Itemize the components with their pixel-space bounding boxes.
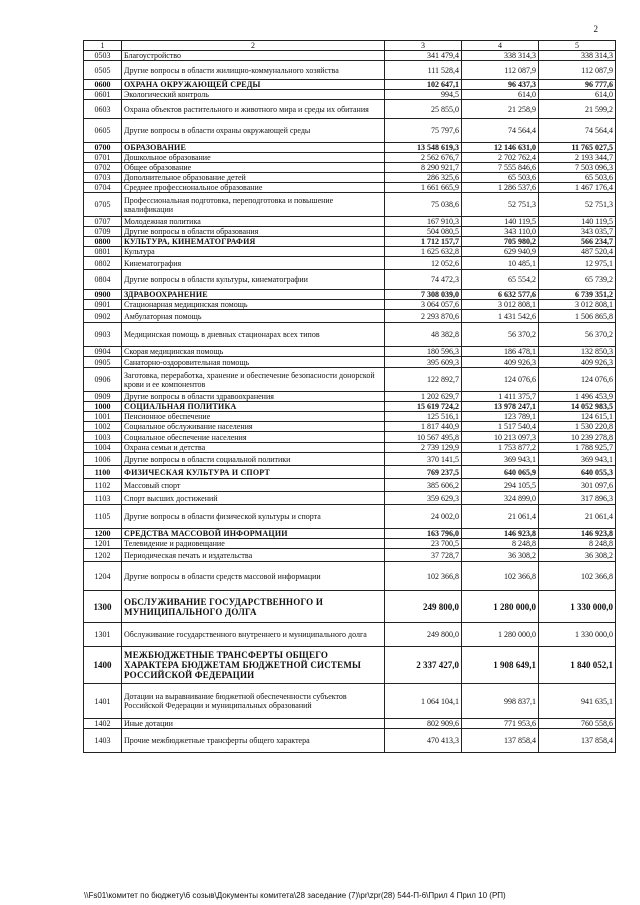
row-value-1: 37 728,7 <box>385 549 462 562</box>
row-value-2: 146 923,8 <box>462 529 539 539</box>
row-value-3: 140 119,5 <box>539 217 616 227</box>
header-row <box>84 41 616 51</box>
row-value-2: 3 012 808,1 <box>462 300 539 310</box>
row-value-2: 10 213 097,3 <box>462 432 539 443</box>
row-value-3: 3 012 808,1 <box>539 300 616 310</box>
row-code: 1105 <box>84 505 122 529</box>
table-row <box>84 562 616 591</box>
row-code: 1003 <box>84 432 122 443</box>
row-value-1: 249 800,0 <box>385 623 462 647</box>
row-value-2: 140 119,5 <box>462 217 539 227</box>
row-value-3: 146 923,8 <box>539 529 616 539</box>
row-value-3: 941 635,1 <box>539 684 616 719</box>
row-code: 1100 <box>84 466 122 479</box>
row-value-2: 112 087,9 <box>462 61 539 80</box>
row-value-1: 2 293 870,6 <box>385 310 462 323</box>
table-row <box>84 549 616 562</box>
row-name: Другие вопросы в области образования <box>122 227 385 237</box>
row-code: 0503 <box>84 51 122 61</box>
row-code: 0703 <box>84 173 122 183</box>
row-name: Благоустройство <box>122 51 385 61</box>
row-value-1: 75 038,6 <box>385 193 462 217</box>
row-value-3: 96 777,6 <box>539 80 616 90</box>
row-value-1: 1 064 104,1 <box>385 684 462 719</box>
row-name: Массовый спорт <box>122 479 385 492</box>
row-value-1: 125 516,1 <box>385 412 462 422</box>
row-name: Скорая медицинская помощь <box>122 347 385 357</box>
table-row <box>84 100 616 119</box>
budget-table-body <box>84 41 616 753</box>
row-code: 1201 <box>84 539 122 549</box>
row-code: 1002 <box>84 422 122 432</box>
row-value-3: 132 850,3 <box>539 347 616 357</box>
row-value-2: 65 554,2 <box>462 270 539 290</box>
row-code: 0709 <box>84 227 122 237</box>
row-value-2: 137 858,4 <box>462 729 539 753</box>
table-row <box>84 217 616 227</box>
row-name: СРЕДСТВА МАССОВОЙ ИНФОРМАЦИИ <box>122 529 385 539</box>
row-value-3: 2 193 344,7 <box>539 153 616 163</box>
row-value-1: 769 237,5 <box>385 466 462 479</box>
row-value-3: 1 467 176,4 <box>539 183 616 193</box>
row-value-2: 409 926,3 <box>462 357 539 368</box>
row-name: Охрана семьи и детства <box>122 443 385 453</box>
row-value-3: 11 765 027,5 <box>539 143 616 153</box>
row-code: 0605 <box>84 119 122 143</box>
row-code: 0704 <box>84 183 122 193</box>
table-row <box>84 432 616 443</box>
table-row <box>84 153 616 163</box>
row-name: ОБСЛУЖИВАНИЕ ГОСУДАРСТВЕННОГО И МУНИЦИПАЛЬНОГО ДОЛГА <box>122 591 385 623</box>
row-value-3: 112 087,9 <box>539 61 616 80</box>
row-code: 0905 <box>84 357 122 368</box>
section-row <box>84 402 616 412</box>
table-row <box>84 505 616 529</box>
table-row <box>84 539 616 549</box>
row-value-1: 163 796,0 <box>385 529 462 539</box>
row-code: 0909 <box>84 392 122 402</box>
table-row <box>84 443 616 453</box>
row-value-2: 186 478,1 <box>462 347 539 357</box>
row-value-2: 324 899,0 <box>462 492 539 505</box>
row-value-1: 504 080,5 <box>385 227 462 237</box>
row-value-1: 12 052,6 <box>385 257 462 270</box>
row-value-2: 36 308,2 <box>462 549 539 562</box>
table-row <box>84 357 616 368</box>
row-code: 1004 <box>84 443 122 453</box>
table-row <box>84 227 616 237</box>
row-value-1: 111 528,4 <box>385 61 462 80</box>
file-path-footer: \\Fs01\комитет по бюджету\6 созыв\Документы комитета\28 заседание (7)\pr\zpr(28) 544-П-6\Прил 4 Прил 10 (РП) <box>84 891 506 900</box>
row-value-1: 24 002,0 <box>385 505 462 529</box>
row-code: 0900 <box>84 290 122 300</box>
row-value-3: 14 052 983,5 <box>539 402 616 412</box>
row-code: 1301 <box>84 623 122 647</box>
row-name: Пенсионное обеспечение <box>122 412 385 422</box>
row-name: Другие вопросы в области физической культуры и спорта <box>122 505 385 529</box>
row-value-3: 1 506 865,8 <box>539 310 616 323</box>
row-name: Иные дотации <box>122 719 385 729</box>
row-value-2: 12 146 631,0 <box>462 143 539 153</box>
row-value-3: 1 530 220,8 <box>539 422 616 432</box>
row-code: 0701 <box>84 153 122 163</box>
row-code: 1200 <box>84 529 122 539</box>
row-name: Профессиональная подготовка, переподготовка и повышение квалификации <box>122 193 385 217</box>
row-name: Медицинская помощь в дневных стационарах всех типов <box>122 323 385 347</box>
row-code: 1103 <box>84 492 122 505</box>
row-code: 1402 <box>84 719 122 729</box>
row-name: Дотации на выравнивание бюджетной обеспеченности субъектов Российской Федерации и муниципальных образований <box>122 684 385 719</box>
row-name: Среднее профессиональное образование <box>122 183 385 193</box>
row-value-2: 74 564,4 <box>462 119 539 143</box>
table-row <box>84 492 616 505</box>
table-row <box>84 684 616 719</box>
table-row <box>84 392 616 402</box>
row-name: Обслуживание государственного внутреннего и муниципального долга <box>122 623 385 647</box>
row-value-2: 1 280 000,0 <box>462 623 539 647</box>
table-row <box>84 729 616 753</box>
row-code: 0903 <box>84 323 122 347</box>
row-code: 1401 <box>84 684 122 719</box>
row-value-3: 12 975,1 <box>539 257 616 270</box>
page-number: 2 <box>593 24 598 34</box>
row-value-2: 1 411 375,7 <box>462 392 539 402</box>
row-name: Молодежная политика <box>122 217 385 227</box>
row-value-1: 102 366,8 <box>385 562 462 591</box>
row-name: ФИЗИЧЕСКАЯ КУЛЬТУРА И СПОРТ <box>122 466 385 479</box>
row-code: 0906 <box>84 368 122 392</box>
row-value-1: 994,5 <box>385 90 462 100</box>
row-value-2: 52 751,3 <box>462 193 539 217</box>
row-value-3: 487 520,4 <box>539 247 616 257</box>
row-value-3: 65 739,2 <box>539 270 616 290</box>
row-value-3: 409 926,3 <box>539 357 616 368</box>
row-name: Прочие межбюджетные трансферты общего характера <box>122 729 385 753</box>
row-value-3: 8 248,8 <box>539 539 616 549</box>
row-value-2: 1 517 540,4 <box>462 422 539 432</box>
budget-table <box>83 40 616 753</box>
row-value-1: 802 909,6 <box>385 719 462 729</box>
row-code: 1400 <box>84 647 122 684</box>
table-row <box>84 61 616 80</box>
row-name: Экологический контроль <box>122 90 385 100</box>
row-code: 0505 <box>84 61 122 80</box>
row-code: 0801 <box>84 247 122 257</box>
table-row <box>84 257 616 270</box>
row-value-2: 1 431 542,6 <box>462 310 539 323</box>
row-value-3: 21 061,4 <box>539 505 616 529</box>
row-value-3: 760 558,6 <box>539 719 616 729</box>
table-row <box>84 368 616 392</box>
section-row <box>84 143 616 153</box>
row-value-3: 74 564,4 <box>539 119 616 143</box>
header-col-5: 5 <box>539 41 616 51</box>
table-row <box>84 193 616 217</box>
row-value-1: 122 892,7 <box>385 368 462 392</box>
row-value-3: 640 055,3 <box>539 466 616 479</box>
row-code: 1202 <box>84 549 122 562</box>
row-value-2: 8 248,8 <box>462 539 539 549</box>
row-value-2: 65 503,6 <box>462 173 539 183</box>
section-row <box>84 591 616 623</box>
row-code: 0901 <box>84 300 122 310</box>
table-row <box>84 183 616 193</box>
row-name: Культура <box>122 247 385 257</box>
row-code: 1102 <box>84 479 122 492</box>
row-name: Социальное обеспечение населения <box>122 432 385 443</box>
row-code: 0603 <box>84 100 122 119</box>
table-row <box>84 119 616 143</box>
row-code: 0705 <box>84 193 122 217</box>
row-name: Другие вопросы в области жилищно-коммунального хозяйства <box>122 61 385 80</box>
table-row <box>84 453 616 466</box>
row-value-2: 2 702 762,4 <box>462 153 539 163</box>
row-name: Кинематография <box>122 257 385 270</box>
row-name: Заготовка, переработка, хранение и обеспечение безопасности донорской крови и ее компонентов <box>122 368 385 392</box>
row-name: Социальное обслуживание населения <box>122 422 385 432</box>
row-value-1: 180 596,3 <box>385 347 462 357</box>
row-code: 0601 <box>84 90 122 100</box>
section-row <box>84 529 616 539</box>
row-value-3: 52 751,3 <box>539 193 616 217</box>
table-row <box>84 347 616 357</box>
row-name: Спорт высших достижений <box>122 492 385 505</box>
row-value-2: 124 076,6 <box>462 368 539 392</box>
row-name: Общее образование <box>122 163 385 173</box>
row-value-1: 167 910,3 <box>385 217 462 227</box>
row-value-3: 614,0 <box>539 90 616 100</box>
row-value-2: 1 753 877,2 <box>462 443 539 453</box>
row-code: 1000 <box>84 402 122 412</box>
table-row <box>84 173 616 183</box>
row-code: 1403 <box>84 729 122 753</box>
header-col-3: 3 <box>385 41 462 51</box>
row-value-1: 2 337 427,0 <box>385 647 462 684</box>
row-code: 1006 <box>84 453 122 466</box>
row-value-2: 640 065,9 <box>462 466 539 479</box>
row-code: 0600 <box>84 80 122 90</box>
row-name: Другие вопросы в области охраны окружающей среды <box>122 119 385 143</box>
row-value-1: 1 625 632,8 <box>385 247 462 257</box>
row-name: ОХРАНА ОКРУЖАЮЩЕЙ СРЕДЫ <box>122 80 385 90</box>
header-col-2: 2 <box>122 41 385 51</box>
row-value-1: 13 548 619,3 <box>385 143 462 153</box>
row-value-2: 343 110,0 <box>462 227 539 237</box>
row-code: 0802 <box>84 257 122 270</box>
row-name: Другие вопросы в области культуры, кинематографии <box>122 270 385 290</box>
row-name: ЗДРАВООХРАНЕНИЕ <box>122 290 385 300</box>
row-value-3: 301 097,6 <box>539 479 616 492</box>
section-row <box>84 80 616 90</box>
row-value-2: 771 953,6 <box>462 719 539 729</box>
row-value-3: 1 496 453,9 <box>539 392 616 402</box>
row-value-1: 1 661 665,9 <box>385 183 462 193</box>
row-value-2: 21 061,4 <box>462 505 539 529</box>
row-value-3: 1 330 000,0 <box>539 623 616 647</box>
row-value-1: 74 472,3 <box>385 270 462 290</box>
row-value-1: 3 064 057,6 <box>385 300 462 310</box>
table-row <box>84 247 616 257</box>
table-row <box>84 270 616 290</box>
row-name: Санаторно-оздоровительная помощь <box>122 357 385 368</box>
row-value-1: 249 800,0 <box>385 591 462 623</box>
row-value-3: 343 035,7 <box>539 227 616 237</box>
table-row <box>84 300 616 310</box>
table-row <box>84 719 616 729</box>
table-row <box>84 163 616 173</box>
table-row <box>84 623 616 647</box>
row-value-1: 286 325,6 <box>385 173 462 183</box>
row-value-3: 566 234,7 <box>539 237 616 247</box>
row-code: 0804 <box>84 270 122 290</box>
row-value-3: 124 615,1 <box>539 412 616 422</box>
row-value-2: 614,0 <box>462 90 539 100</box>
row-name: Амбулаторная помощь <box>122 310 385 323</box>
row-value-3: 56 370,2 <box>539 323 616 347</box>
row-value-1: 385 606,2 <box>385 479 462 492</box>
row-code: 0702 <box>84 163 122 173</box>
row-value-2: 96 437,3 <box>462 80 539 90</box>
row-name: КУЛЬТУРА, КИНЕМАТОГРАФИЯ <box>122 237 385 247</box>
row-value-2: 123 789,1 <box>462 412 539 422</box>
row-value-2: 1 286 537,6 <box>462 183 539 193</box>
row-name: СОЦИАЛЬНАЯ ПОЛИТИКА <box>122 402 385 412</box>
row-code: 0904 <box>84 347 122 357</box>
table-row <box>84 51 616 61</box>
row-value-1: 359 629,3 <box>385 492 462 505</box>
row-name: Другие вопросы в области социальной политики <box>122 453 385 466</box>
row-value-2: 1 280 000,0 <box>462 591 539 623</box>
row-code: 0700 <box>84 143 122 153</box>
row-name: Стационарная медицинская помощь <box>122 300 385 310</box>
row-value-2: 10 485,1 <box>462 257 539 270</box>
row-value-3: 6 739 351,2 <box>539 290 616 300</box>
section-row <box>84 466 616 479</box>
table-row <box>84 479 616 492</box>
row-value-3: 1 840 052,1 <box>539 647 616 684</box>
header-col-1: 1 <box>84 41 122 51</box>
row-value-1: 15 619 724,2 <box>385 402 462 412</box>
row-value-3: 317 896,3 <box>539 492 616 505</box>
row-value-1: 1 712 157,7 <box>385 237 462 247</box>
row-name: Телевидение и радиовещание <box>122 539 385 549</box>
row-value-2: 56 370,2 <box>462 323 539 347</box>
row-value-1: 10 567 495,8 <box>385 432 462 443</box>
table-row <box>84 412 616 422</box>
row-value-3: 21 599,2 <box>539 100 616 119</box>
row-value-1: 23 700,5 <box>385 539 462 549</box>
row-code: 0902 <box>84 310 122 323</box>
section-row <box>84 290 616 300</box>
row-name: Охрана объектов растительного и животного мира и среды их обитания <box>122 100 385 119</box>
row-value-2: 629 940,9 <box>462 247 539 257</box>
row-value-1: 370 141,5 <box>385 453 462 466</box>
row-name: Дополнительное образование детей <box>122 173 385 183</box>
row-value-1: 102 647,1 <box>385 80 462 90</box>
row-name: ОБРАЗОВАНИЕ <box>122 143 385 153</box>
row-value-2: 13 978 247,1 <box>462 402 539 412</box>
row-value-2: 338 314,3 <box>462 51 539 61</box>
row-code: 1300 <box>84 591 122 623</box>
row-name: МЕЖБЮДЖЕТНЫЕ ТРАНСФЕРТЫ ОБЩЕГО ХАРАКТЕРА БЮДЖЕТАМ БЮДЖЕТНОЙ СИСТЕМЫ РОССИЙСКОЙ ФЕДЕРАЦИИ <box>122 647 385 684</box>
row-value-2: 21 258,9 <box>462 100 539 119</box>
row-value-1: 8 290 921,7 <box>385 163 462 173</box>
row-code: 0800 <box>84 237 122 247</box>
table-row <box>84 323 616 347</box>
row-value-1: 395 609,3 <box>385 357 462 368</box>
row-value-2: 102 366,8 <box>462 562 539 591</box>
section-row <box>84 237 616 247</box>
row-value-3: 1 330 000,0 <box>539 591 616 623</box>
row-value-1: 341 479,4 <box>385 51 462 61</box>
row-code: 1001 <box>84 412 122 422</box>
header-col-4: 4 <box>462 41 539 51</box>
row-value-2: 7 555 846,6 <box>462 163 539 173</box>
row-value-2: 705 980,2 <box>462 237 539 247</box>
row-value-3: 137 858,4 <box>539 729 616 753</box>
row-value-1: 470 413,3 <box>385 729 462 753</box>
row-code: 1204 <box>84 562 122 591</box>
row-value-3: 369 943,1 <box>539 453 616 466</box>
row-name: Периодическая печать и издательства <box>122 549 385 562</box>
row-value-3: 65 503,6 <box>539 173 616 183</box>
row-value-3: 7 503 096,3 <box>539 163 616 173</box>
row-value-2: 1 908 649,1 <box>462 647 539 684</box>
row-value-1: 1 202 629,7 <box>385 392 462 402</box>
row-value-3: 36 308,2 <box>539 549 616 562</box>
row-value-3: 102 366,8 <box>539 562 616 591</box>
row-value-1: 75 797,6 <box>385 119 462 143</box>
row-value-2: 369 943,1 <box>462 453 539 466</box>
row-code: 0707 <box>84 217 122 227</box>
row-value-1: 48 382,8 <box>385 323 462 347</box>
section-row <box>84 647 616 684</box>
row-value-1: 25 855,0 <box>385 100 462 119</box>
row-name: Другие вопросы в области средств массовой информации <box>122 562 385 591</box>
table-row <box>84 90 616 100</box>
row-value-3: 124 076,6 <box>539 368 616 392</box>
table-row <box>84 310 616 323</box>
row-value-1: 2 562 676,7 <box>385 153 462 163</box>
table-row <box>84 422 616 432</box>
row-name: Дошкольное образование <box>122 153 385 163</box>
row-value-2: 6 632 577,6 <box>462 290 539 300</box>
row-value-1: 7 308 039,0 <box>385 290 462 300</box>
row-value-1: 1 817 440,9 <box>385 422 462 432</box>
row-value-2: 998 837,1 <box>462 684 539 719</box>
row-value-3: 10 239 278,8 <box>539 432 616 443</box>
row-value-1: 2 739 129,9 <box>385 443 462 453</box>
row-name: Другие вопросы в области здравоохранения <box>122 392 385 402</box>
row-value-2: 294 105,5 <box>462 479 539 492</box>
row-value-3: 338 314,3 <box>539 51 616 61</box>
row-value-3: 1 788 925,7 <box>539 443 616 453</box>
